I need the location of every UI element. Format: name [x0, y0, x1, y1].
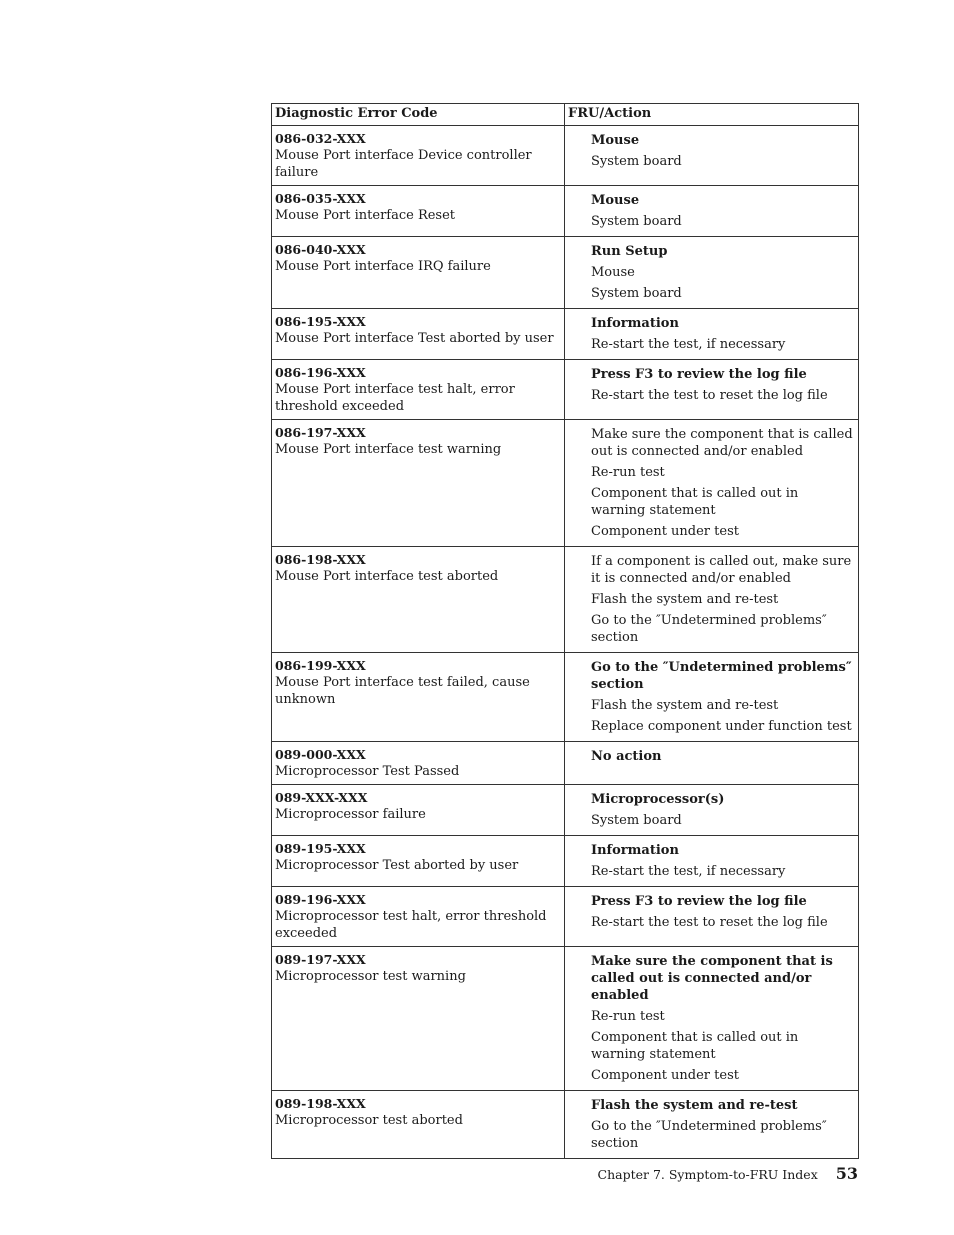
error-code: 086-035-XXX — [275, 191, 366, 206]
error-code-cell — [272, 420, 565, 547]
error-code-cell — [272, 547, 565, 653]
fru-action-item: Mouse — [591, 133, 640, 148]
fru-action-item: If a component is called out, make sure it is connected and/or enabled — [591, 554, 852, 586]
table-row — [272, 742, 859, 785]
error-code-cell — [272, 742, 565, 785]
error-description: Mouse Port interface Reset — [275, 208, 456, 223]
error-code: 086-040-XXX — [275, 242, 366, 257]
error-code-cell — [272, 309, 565, 360]
fru-action-cell — [565, 1091, 859, 1159]
fru-action-item: System board — [591, 214, 682, 229]
fru-action-item: Go to the ″Undetermined problems″ section — [591, 1119, 827, 1151]
error-code: 089-000-XXX — [275, 747, 366, 762]
fru-action-item: Flash the system and re-test — [591, 592, 779, 607]
error-description: Microprocessor test halt, error threshold exceeded — [275, 909, 547, 941]
fru-action-item: Replace component under function test — [591, 719, 852, 734]
error-code-cell — [272, 126, 565, 186]
table-row — [272, 547, 859, 653]
error-description: Mouse Port interface Device controller failure — [275, 148, 532, 180]
table-row — [272, 947, 859, 1091]
fru-action-item: Re-start the test to reset the log file — [591, 915, 828, 930]
error-code: 086-199-XXX — [275, 658, 366, 673]
fru-action-item: Flash the system and re-test — [591, 698, 779, 713]
fru-action-cell — [565, 126, 859, 186]
table-row — [272, 309, 859, 360]
error-code: 089-195-XXX — [275, 841, 366, 856]
fru-action-item: System board — [591, 813, 682, 828]
fru-action-item: Microprocessor(s) — [591, 792, 725, 807]
fru-table — [271, 103, 859, 1159]
error-code-cell — [272, 836, 565, 887]
error-code: 086-198-XXX — [275, 552, 366, 567]
fru-action-cell — [565, 186, 859, 237]
fru-action-cell — [565, 785, 859, 836]
fru-action-item: System board — [591, 154, 682, 169]
fru-action-cell — [565, 947, 859, 1091]
fru-action-item: Information — [591, 843, 679, 858]
fru-action-item: Mouse — [591, 193, 640, 208]
fru-action-cell — [565, 547, 859, 653]
fru-action-item: Flash the system and re-test — [591, 1098, 798, 1113]
fru-action-cell — [565, 653, 859, 742]
error-code: 089-196-XXX — [275, 892, 366, 907]
table-row — [272, 237, 859, 309]
table-row — [272, 1091, 859, 1159]
chapter-title: Chapter 7. Symptom-to-FRU Index — [597, 1167, 818, 1182]
error-description: Mouse Port interface IRQ failure — [275, 259, 491, 274]
table-row — [272, 186, 859, 237]
error-code: 086-197-XXX — [275, 425, 366, 440]
fru-action-item: Press F3 to review the log file — [591, 894, 807, 909]
fru-action-item: System board — [591, 286, 682, 301]
error-code: 086-195-XXX — [275, 314, 366, 329]
fru-action-item: Mouse — [591, 265, 635, 280]
fru-action-item: Component that is called out in warning statement — [591, 1030, 799, 1062]
error-code: 086-032-XXX — [275, 131, 366, 146]
error-code-cell — [272, 1091, 565, 1159]
table-row — [272, 836, 859, 887]
fru-action-cell — [565, 420, 859, 547]
error-code: 089-198-XXX — [275, 1096, 366, 1111]
table-row — [272, 126, 859, 186]
table-row — [272, 360, 859, 420]
error-description: Microprocessor test warning — [275, 969, 466, 984]
error-description: Mouse Port interface test failed, cause unknown — [275, 675, 530, 707]
error-code: 089-XXX-XXX — [275, 790, 368, 805]
error-description: Mouse Port interface Test aborted by user — [275, 331, 554, 346]
fru-action-cell — [565, 742, 859, 785]
fru-action-item: Make sure the component that is called out is connected and/or enabled — [591, 427, 853, 459]
error-code-cell — [272, 887, 565, 947]
fru-action-item: No action — [591, 749, 662, 764]
fru-action-cell — [565, 309, 859, 360]
error-code-cell — [272, 237, 565, 309]
fru-action-item: Make sure the component that is called out is connected and/or enabled — [591, 954, 833, 1003]
table-row — [272, 785, 859, 836]
fru-action-item: Go to the ″Undetermined problems″ section — [591, 613, 827, 645]
fru-action-item: Go to the ″Undetermined problems″ section — [591, 660, 852, 692]
fru-action-item: Component that is called out in warning statement — [591, 486, 799, 518]
fru-action-cell — [565, 360, 859, 420]
fru-action-item: Re-start the test to reset the log file — [591, 388, 828, 403]
error-code-cell — [272, 785, 565, 836]
error-description: Microprocessor test aborted — [275, 1113, 463, 1128]
error-description: Mouse Port interface test warning — [275, 442, 502, 457]
error-description: Mouse Port interface test aborted — [275, 569, 499, 584]
table-header-row — [272, 104, 859, 126]
error-description: Mouse Port interface test halt, error threshold exceeded — [275, 382, 515, 414]
table-row — [272, 653, 859, 742]
table-row — [272, 420, 859, 547]
fru-action-cell — [565, 836, 859, 887]
error-code-cell — [272, 947, 565, 1091]
fru-action-cell — [565, 237, 859, 309]
fru-action-item: Re-start the test, if necessary — [591, 337, 786, 352]
fru-action-item: Component under test — [591, 524, 739, 539]
error-description: Microprocessor Test Passed — [275, 764, 460, 779]
header-fru-action: FRU/Action — [565, 104, 859, 126]
header-diagnostic-error-code: Diagnostic Error Code — [272, 104, 565, 126]
fru-action-item: Component under test — [591, 1068, 739, 1083]
error-description: Microprocessor failure — [275, 807, 426, 822]
fru-action-item: Run Setup — [591, 244, 668, 259]
fru-action-item: Press F3 to review the log file — [591, 367, 807, 382]
error-code: 089-197-XXX — [275, 952, 366, 967]
fru-action-cell — [565, 887, 859, 947]
error-code-cell — [272, 653, 565, 742]
fru-action-item: Re-run test — [591, 465, 665, 480]
table-row — [272, 887, 859, 947]
error-code: 086-196-XXX — [275, 365, 366, 380]
fru-action-item: Re-run test — [591, 1009, 665, 1024]
fru-action-item: Information — [591, 316, 679, 331]
fru-action-item: Re-start the test, if necessary — [591, 864, 786, 879]
error-code-cell — [272, 360, 565, 420]
page-footer — [598, 1164, 859, 1183]
error-description: Microprocessor Test aborted by user — [275, 858, 519, 873]
error-code-cell — [272, 186, 565, 237]
page-number: 53 — [835, 1164, 858, 1183]
